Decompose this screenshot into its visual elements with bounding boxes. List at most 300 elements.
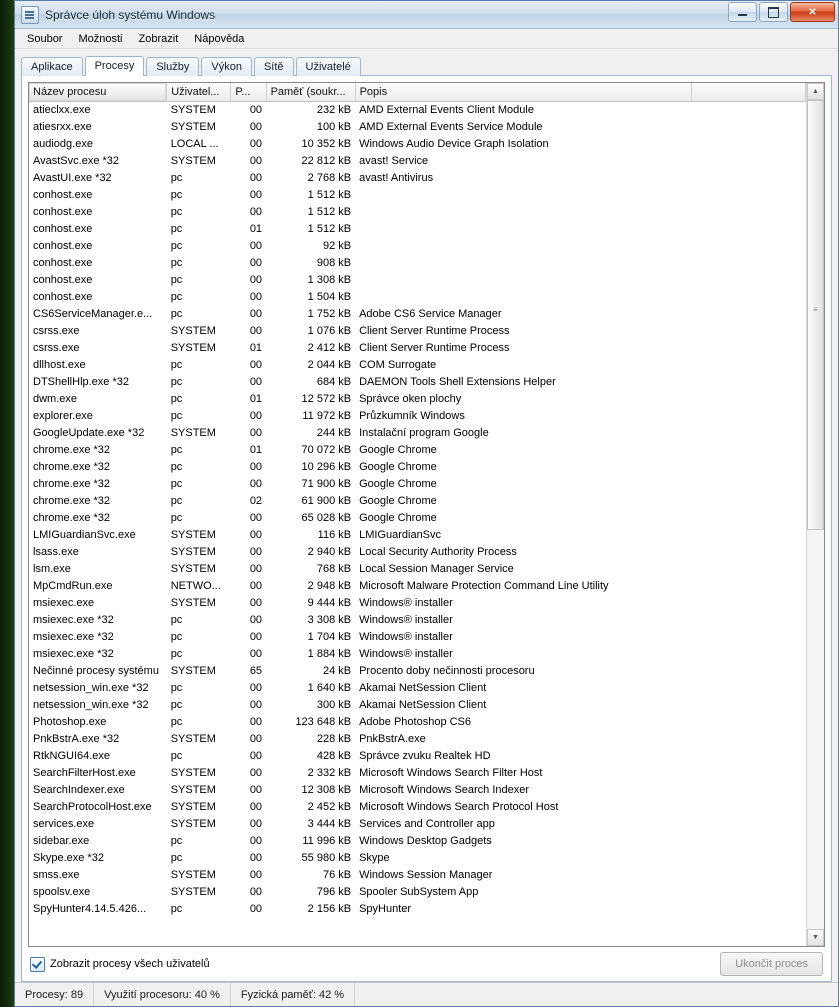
cell-user: pc: [170, 716, 183, 728]
cell-user: SYSTEM: [170, 121, 216, 133]
cell-process-name: chrome.exe *32: [33, 512, 111, 524]
cell-user: SYSTEM: [170, 563, 216, 575]
cell-filler: [692, 663, 806, 680]
cell-filler: [692, 731, 806, 748]
cell-process-name: lsass.exe: [33, 546, 79, 558]
cell-memory: 428 kB: [316, 750, 352, 762]
cell-filler: [692, 170, 806, 187]
table-row[interactable]: [29, 748, 806, 765]
cell-cpu: 00: [249, 597, 263, 609]
cell-memory: 9 444 kB: [307, 597, 352, 609]
cell-process-name: msiexec.exe *32: [33, 614, 114, 626]
cell-filler: [692, 833, 806, 850]
cell-process-name: csrss.exe: [33, 342, 80, 354]
window-controls: [728, 2, 835, 22]
cell-memory: 1 704 kB: [307, 631, 352, 643]
cell-process-name: services.exe: [33, 818, 95, 830]
cell-cpu: 00: [249, 427, 263, 439]
cell-cpu: 00: [249, 835, 263, 847]
table-row[interactable]: [29, 204, 806, 221]
cell-filler: [692, 357, 806, 374]
cell-cpu: 00: [249, 614, 263, 626]
table-row[interactable]: [29, 816, 806, 833]
cell-memory: 70 072 kB: [301, 444, 352, 456]
cell-filler: [692, 272, 806, 289]
cell-cpu: 00: [249, 138, 263, 150]
scrollbar-track[interactable]: [807, 100, 824, 929]
cell-memory: 684 kB: [316, 376, 352, 388]
cell-description: AMD External Events Client Module: [359, 104, 534, 117]
cell-filler: [692, 629, 806, 646]
cell-process-name: Nečinné procesy systému: [33, 665, 159, 677]
cell-description: Windows® installer: [359, 614, 453, 626]
table-row[interactable]: [29, 153, 806, 170]
cell-cpu: 01: [249, 342, 263, 354]
table-row[interactable]: [29, 782, 806, 799]
cell-memory: 116 kB: [317, 529, 352, 541]
cell-cpu: 00: [249, 801, 263, 813]
table-row[interactable]: [29, 544, 806, 561]
table-row[interactable]: [29, 187, 806, 204]
cell-cpu: 00: [249, 325, 263, 337]
tab-aplikace[interactable]: Aplikace: [21, 57, 83, 76]
cell-memory: 1 512 kB: [307, 189, 352, 201]
cell-description: Microsoft Windows Search Protocol Host: [359, 801, 559, 813]
column-header-memory[interactable]: Paměť (soukr...: [266, 83, 355, 102]
cell-description: Local Security Authority Process: [359, 546, 517, 558]
cell-description: Google Chrome: [359, 461, 437, 473]
cell-memory: 796 kB: [316, 886, 352, 898]
panel-bottom-bar: [22, 947, 831, 981]
cell-cpu: 00: [249, 257, 263, 269]
cell-process-name: conhost.exe: [33, 291, 93, 303]
table-row[interactable]: [29, 170, 806, 187]
cell-user: pc: [170, 223, 183, 235]
cell-cpu: 00: [249, 546, 263, 558]
cell-process-name: GoogleUpdate.exe *32: [33, 427, 145, 439]
cell-description: LMIGuardianSvc: [359, 529, 442, 541]
cell-description: PnkBstrA.exe: [359, 733, 426, 745]
cell-process-name: SpyHunter4.14.5.426...: [33, 903, 147, 915]
cell-description: Akamai NetSession Client: [359, 699, 487, 711]
cell-user: pc: [170, 172, 183, 184]
cell-description: Google Chrome: [359, 444, 437, 456]
cell-process-name: AvastSvc.exe *32: [33, 155, 120, 167]
cell-process-name: spoolsv.exe: [33, 886, 91, 898]
table-row[interactable]: [29, 561, 806, 578]
table-row[interactable]: [29, 595, 806, 612]
cell-user: pc: [170, 393, 183, 405]
cell-user: LOCAL ...: [170, 138, 219, 150]
cell-user: pc: [170, 631, 183, 643]
tab-procesy[interactable]: Procesy: [85, 56, 145, 76]
cell-memory: 61 900 kB: [301, 495, 352, 507]
cell-cpu: 00: [249, 869, 263, 881]
cell-cpu: 00: [249, 716, 263, 728]
cell-user: pc: [170, 410, 183, 422]
scrollbar-grip-icon: ≡: [813, 305, 818, 314]
show-all-users-checkbox[interactable]: [30, 957, 210, 972]
cell-process-name: atiesrxx.exe: [33, 121, 92, 133]
cell-process-name: conhost.exe: [33, 189, 93, 201]
table-row[interactable]: [29, 578, 806, 595]
cell-memory: 2 044 kB: [307, 359, 352, 371]
cell-description: Services and Controller app: [359, 818, 495, 830]
cell-process-name: SearchFilterHost.exe: [33, 767, 136, 779]
column-header-user[interactable]: Uživatel...: [167, 83, 231, 102]
cell-user: SYSTEM: [170, 546, 216, 558]
table-row[interactable]: [29, 391, 806, 408]
cell-user: pc: [170, 699, 183, 711]
cell-process-name: AvastUI.exe *32: [33, 172, 112, 184]
cell-filler: [692, 782, 806, 799]
cell-description: Adobe CS6 Service Manager: [359, 308, 502, 320]
cell-memory: 123 648 kB: [295, 716, 352, 728]
title-bar[interactable]: [15, 1, 838, 29]
process-table: [29, 83, 806, 918]
tab-site[interactable]: Sítě: [254, 57, 294, 76]
table-row[interactable]: [29, 289, 806, 306]
cell-user: pc: [170, 461, 183, 473]
status-bar: [15, 982, 838, 1006]
cell-memory: 2 452 kB: [307, 801, 352, 813]
cell-filler: [692, 459, 806, 476]
vertical-scrollbar[interactable]: [806, 83, 824, 946]
cell-memory: 1 308 kB: [307, 274, 352, 286]
table-row[interactable]: [29, 136, 806, 153]
cell-user: pc: [170, 291, 183, 303]
cell-description: Skype: [359, 852, 390, 864]
cell-user: pc: [170, 682, 183, 694]
cell-memory: 2 940 kB: [307, 546, 352, 558]
cell-memory: 2 156 kB: [307, 903, 352, 915]
cell-memory: 3 444 kB: [307, 818, 352, 830]
cell-cpu: 00: [249, 206, 263, 218]
menu-item-moznosti[interactable]: Možnosti: [78, 32, 123, 45]
cell-cpu: 00: [249, 818, 263, 830]
cell-user: pc: [170, 614, 183, 626]
cell-description: Microsoft Windows Search Filter Host: [359, 767, 543, 779]
end-process-button[interactable]: Ukončit proces: [720, 952, 823, 976]
cell-cpu: 00: [249, 172, 263, 184]
cell-filler: [692, 612, 806, 629]
cell-process-name: msiexec.exe *32: [33, 631, 114, 643]
cell-memory: 2 768 kB: [307, 172, 352, 184]
cell-process-name: MpCmdRun.exe: [33, 580, 113, 592]
cell-cpu: 00: [249, 784, 263, 796]
cell-cpu: 00: [249, 699, 263, 711]
maximize-button[interactable]: [759, 2, 788, 22]
table-row[interactable]: [29, 799, 806, 816]
cell-description: [355, 204, 691, 221]
table-row[interactable]: [29, 425, 806, 442]
cell-filler: [692, 391, 806, 408]
cell-process-name: SearchProtocolHost.exe: [33, 801, 152, 813]
cell-user: SYSTEM: [170, 325, 216, 337]
table-row[interactable]: [29, 221, 806, 238]
tab-sluzby[interactable]: Služby: [146, 57, 199, 76]
cell-filler: [692, 561, 806, 578]
cell-description: Akamai NetSession Client: [359, 682, 487, 694]
cell-user: SYSTEM: [170, 733, 216, 745]
cell-filler: [692, 544, 806, 561]
processes-panel: [21, 75, 832, 982]
table-row[interactable]: [29, 306, 806, 323]
cell-cpu: 00: [249, 750, 263, 762]
cell-description: COM Surrogate: [359, 359, 437, 371]
table-row[interactable]: [29, 255, 806, 272]
cell-cpu: 02: [249, 495, 263, 507]
table-row[interactable]: [29, 374, 806, 391]
table-row[interactable]: [29, 476, 806, 493]
minimize-icon: [738, 14, 747, 16]
cell-description: Local Session Manager Service: [359, 563, 514, 575]
cell-cpu: 00: [249, 376, 263, 388]
cell-user: SYSTEM: [170, 818, 216, 830]
table-row[interactable]: [29, 850, 806, 867]
cell-user: SYSTEM: [170, 427, 216, 439]
table-row[interactable]: [29, 612, 806, 629]
cell-description: Instalační program Google: [359, 427, 489, 439]
cell-filler: [692, 408, 806, 425]
cell-filler: [692, 238, 806, 255]
tab-vykon[interactable]: Výkon: [201, 57, 252, 76]
cell-cpu: 00: [249, 461, 263, 473]
cell-memory: 11 972 kB: [302, 410, 352, 422]
table-row[interactable]: [29, 119, 806, 136]
cell-process-name: netsession_win.exe *32: [33, 682, 149, 694]
cell-cpu: 00: [249, 563, 263, 575]
cell-user: SYSTEM: [170, 597, 216, 609]
table-body: [29, 102, 806, 918]
cell-filler: [692, 476, 806, 493]
cell-process-name: audiodg.exe: [33, 138, 93, 150]
cell-process-name: chrome.exe *32: [33, 478, 111, 490]
column-header-cpu[interactable]: P...: [231, 83, 266, 102]
process-list: [28, 82, 825, 947]
table-row[interactable]: [29, 272, 806, 289]
cell-memory: 10 296 kB: [301, 461, 352, 473]
cell-memory: 768 kB: [316, 563, 352, 575]
cell-process-name: conhost.exe: [33, 206, 93, 218]
cell-process-name: SearchIndexer.exe: [33, 784, 125, 796]
cell-cpu: 00: [249, 410, 263, 422]
table-row[interactable]: [29, 510, 806, 527]
table-row[interactable]: [29, 867, 806, 884]
cell-filler: [692, 374, 806, 391]
table-row[interactable]: [29, 663, 806, 680]
tab-strip: [15, 49, 838, 75]
cell-memory: 2 948 kB: [307, 580, 352, 592]
cell-user: pc: [170, 852, 183, 864]
table-row[interactable]: [29, 323, 806, 340]
cell-process-name: chrome.exe *32: [33, 444, 111, 456]
cell-memory: 65 028 kB: [301, 512, 352, 524]
cell-process-name: msiexec.exe: [33, 597, 95, 609]
cell-filler: [692, 748, 806, 765]
cell-cpu: 00: [249, 886, 263, 898]
table-row[interactable]: [29, 357, 806, 374]
cell-description: Průzkumník Windows: [359, 410, 465, 422]
cell-filler: [692, 799, 806, 816]
cell-filler: [692, 646, 806, 663]
table-header-row: [29, 83, 806, 102]
cell-description: avast! Antivirus: [359, 172, 434, 184]
menu-item-zobrazit[interactable]: Zobrazit: [138, 32, 179, 45]
table-row[interactable]: [29, 459, 806, 476]
cell-cpu: 00: [249, 274, 263, 286]
cell-memory: 24 kB: [322, 665, 352, 677]
table-row[interactable]: [29, 629, 806, 646]
cell-user: SYSTEM: [170, 342, 216, 354]
cell-cpu: 00: [249, 529, 263, 541]
cell-description: Správce oken plochy: [359, 393, 462, 405]
table-row[interactable]: [29, 527, 806, 544]
minimize-button[interactable]: [728, 2, 757, 22]
status-processes: Procesy: 89: [15, 983, 94, 1006]
close-button[interactable]: ✕: [790, 2, 835, 22]
table-row[interactable]: [29, 102, 806, 119]
cell-filler: [692, 884, 806, 901]
task-manager-icon: [21, 6, 39, 24]
cell-user: pc: [170, 257, 183, 269]
cell-memory: 244 kB: [316, 427, 352, 439]
cell-user: pc: [170, 308, 183, 320]
cell-description: Spooler SubSystem App: [359, 886, 479, 898]
cell-process-name: conhost.exe: [33, 240, 93, 252]
cell-filler: [692, 153, 806, 170]
cell-user: SYSTEM: [170, 784, 216, 796]
cell-filler: [692, 340, 806, 357]
cell-memory: 1 512 kB: [307, 206, 352, 218]
cell-memory: 100 kB: [316, 121, 352, 133]
cell-memory: 1 884 kB: [307, 648, 352, 660]
column-header-filler[interactable]: [692, 83, 806, 102]
table-row[interactable]: [29, 442, 806, 459]
scroll-up-icon[interactable]: ▲: [807, 83, 824, 100]
column-header-description[interactable]: Popis: [355, 83, 691, 102]
cell-cpu: 00: [249, 733, 263, 745]
cell-cpu: 00: [249, 903, 263, 915]
cell-cpu: 00: [249, 291, 263, 303]
status-physical-memory: Fyzická paměť: 42 %: [231, 983, 355, 1006]
cell-description: Windows Session Manager: [359, 869, 493, 881]
cell-description: Procento doby nečinnosti procesoru: [359, 665, 535, 677]
cell-process-name: smss.exe: [33, 869, 80, 881]
cell-description: Windows Audio Device Graph Isolation: [359, 138, 549, 150]
cell-user: pc: [170, 835, 183, 847]
table-row[interactable]: [29, 765, 806, 782]
cell-cpu: 00: [249, 359, 263, 371]
cell-user: pc: [170, 240, 183, 252]
table-row[interactable]: [29, 646, 806, 663]
scrollbar-thumb[interactable]: [807, 100, 824, 530]
cell-cpu: 00: [249, 240, 263, 252]
cell-description: Google Chrome: [359, 495, 437, 507]
cell-process-name: conhost.exe: [33, 274, 93, 286]
cell-filler: [692, 289, 806, 306]
cell-user: SYSTEM: [170, 767, 216, 779]
cell-filler: [692, 102, 806, 119]
cell-process-name: atieclxx.exe: [33, 104, 91, 117]
table-row[interactable]: [29, 833, 806, 850]
table-row[interactable]: [29, 493, 806, 510]
cell-description: [355, 272, 691, 289]
column-header-name[interactable]: Název procesu: [29, 83, 167, 102]
cell-user: pc: [170, 750, 183, 762]
cell-memory: 1 752 kB: [307, 308, 352, 320]
cell-filler: [692, 221, 806, 238]
table-row[interactable]: [29, 714, 806, 731]
cell-process-name: conhost.exe: [33, 223, 93, 235]
cell-memory: 2 332 kB: [307, 767, 352, 779]
cell-description: Správce zvuku Realtek HD: [359, 750, 491, 762]
cell-filler: [692, 578, 806, 595]
cell-memory: 2 412 kB: [307, 342, 352, 354]
table-row[interactable]: [29, 408, 806, 425]
cell-filler: [692, 425, 806, 442]
cell-description: SpyHunter: [359, 903, 412, 915]
cell-description: Windows® installer: [359, 597, 453, 609]
process-grid-scroll-area: [29, 83, 824, 946]
cell-filler: [692, 850, 806, 867]
cell-filler: [692, 119, 806, 136]
cell-process-name: PnkBstrA.exe *32: [33, 733, 120, 745]
table-row[interactable]: [29, 901, 806, 918]
cell-memory: 232 kB: [316, 104, 352, 117]
cell-memory: 12 572 kB: [301, 393, 352, 405]
cell-cpu: 00: [249, 121, 263, 133]
menu-item-soubor[interactable]: Soubor: [27, 32, 63, 45]
cell-user: SYSTEM: [170, 869, 216, 881]
cell-description: [355, 221, 691, 238]
table-row[interactable]: [29, 884, 806, 901]
cell-memory: 10 352 kB: [301, 138, 352, 150]
cell-user: pc: [170, 359, 183, 371]
cell-cpu: 00: [249, 767, 263, 779]
window-title: Správce úloh systému Windows: [45, 7, 216, 22]
cell-memory: 1 640 kB: [307, 682, 352, 694]
cell-memory: 76 kB: [322, 869, 352, 881]
cell-process-name: Skype.exe *32: [33, 852, 104, 864]
cell-filler: [692, 527, 806, 544]
table-row[interactable]: [29, 340, 806, 357]
cell-user: NETWO...: [170, 580, 221, 592]
show-all-users-label: Zobrazit procesy všech uživatelů: [50, 958, 210, 970]
table-row[interactable]: [29, 697, 806, 714]
cell-process-name: csrss.exe: [33, 325, 80, 337]
menu-bar: [15, 29, 838, 49]
checkbox-check-icon[interactable]: [30, 957, 45, 972]
cell-user: SYSTEM: [170, 104, 216, 117]
cell-process-name: Photoshop.exe: [33, 716, 107, 728]
cell-description: [355, 255, 691, 272]
cell-cpu: 00: [249, 682, 263, 694]
scroll-down-icon[interactable]: ▼: [807, 929, 824, 946]
maximize-icon: [768, 7, 779, 18]
cell-cpu: 00: [249, 478, 263, 490]
table-row[interactable]: [29, 731, 806, 748]
cell-cpu: 00: [249, 580, 263, 592]
cell-description: Client Server Runtime Process: [359, 325, 510, 337]
menu-item-napoveda[interactable]: Nápověda: [194, 32, 245, 45]
cell-filler: [692, 323, 806, 340]
cell-filler: [692, 510, 806, 527]
cell-filler: [692, 187, 806, 204]
table-row[interactable]: [29, 680, 806, 697]
tab-uzivatele[interactable]: Uživatelé: [296, 57, 361, 76]
table-row[interactable]: [29, 238, 806, 255]
